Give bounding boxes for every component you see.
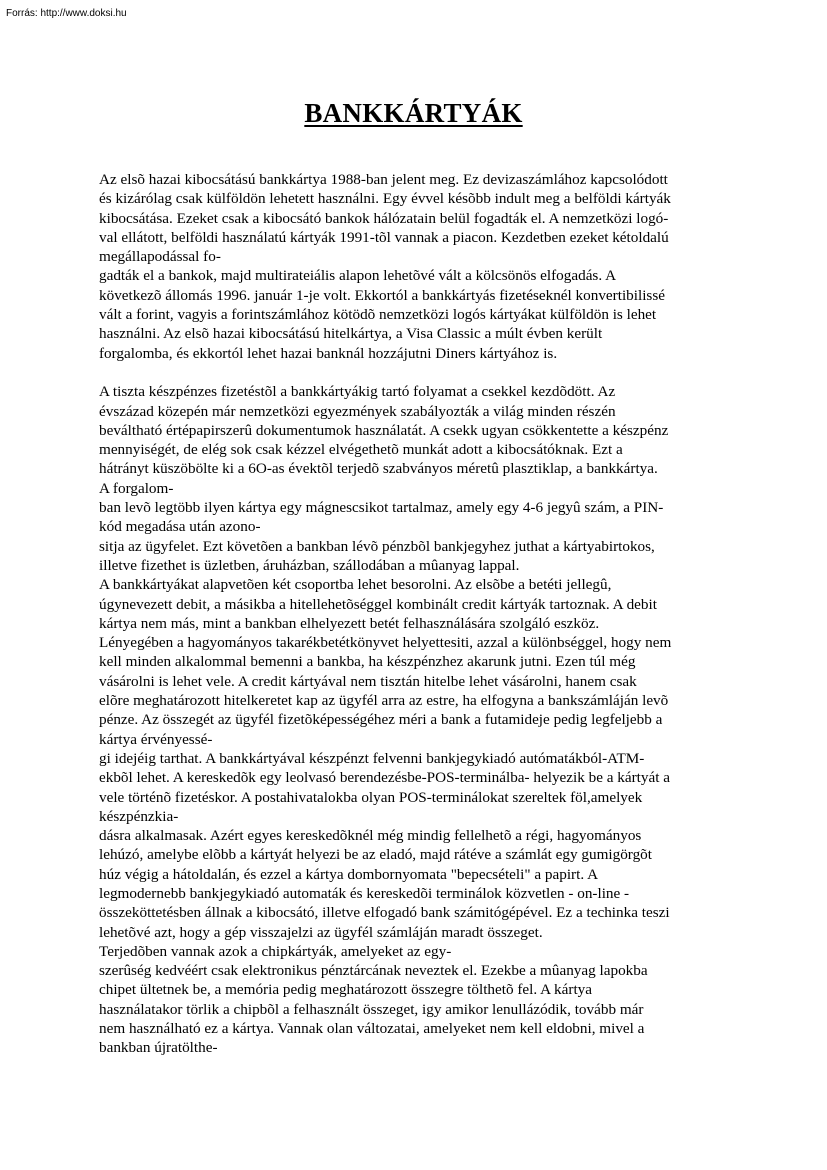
text-line: gi idejéig tarthat. A bankkártyával készpénzt felvenni bankjegykiadó autómatákból-ATM- [99, 749, 645, 767]
document-title: BANKKÁRTYÁK [304, 98, 523, 128]
text-line: legmodernebb bankjegykiadó automaták és kereskedõi terminálok közvetlen - on-line - [99, 884, 630, 902]
text-line: kell minden alkalommal bemenni a bankba, ha készpénzhez akarunk jutni. Ezen túl még [99, 653, 636, 671]
text-line: kártya érvényessé- [99, 730, 213, 748]
text-line: úgynevezett debit, a másikba a hitellehetõséggel kombinált credit kártyák tartoznak. A debit [99, 595, 657, 613]
text-line: pénze. Az összegét az ügyfél fizetõképességéhez méri a bank a futamideje pedig legfeljebb a [99, 711, 663, 729]
text-line: évszázad közepén már nemzetközi egyezmények szabályozták a világ minden részén [99, 402, 616, 420]
text-line: forgalomba, és ekkortól lehet hazai banknál hozzájutni Diners kártyához is. [99, 344, 558, 362]
text-line: kártya nem más, mint a bankban elhelyezett betét felhasználására szolgáló eszköz. [99, 614, 600, 632]
text-line: Lényegében a hagyományos takarékbetétkönyvet helyettesiti, azzal a különbséggel, hogy nem [99, 634, 672, 652]
paragraph-3 [99, 575, 739, 1057]
text-line: hátrányt küszöbölte ki a 6O-as évektõl terjedõ szabványos méretû plasztiklap, a bankkártya. [99, 460, 658, 478]
text-line: ekbõl lehet. A kereskedõk egy leolvasó berendezésbe-POS-terminálba- helyezik be a kártyát a [99, 769, 670, 787]
paragraph-2 [99, 382, 739, 575]
text-line: használatakor törlik a chipbõl a felhasznált összeget, igy amikor lenullázódik, tovább már [99, 1000, 644, 1018]
text-line: elõre meghatározott hitelkeretet kap az ügyfél arra az estre, ha elfogyna a bankszámláján levõ [99, 692, 669, 710]
text-line: dásra alkalmasak. Azért egyes kereskedõknél még mindig fellelhetõ a régi, hagyományos [99, 827, 642, 845]
text-line: A forgalom- [99, 479, 174, 497]
text-line: sitja az ügyfelet. Ezt követõen a bankban lévõ pénzbõl bankjegyhez juthat a kártyabirtokos, [99, 537, 655, 555]
text-line: A tiszta készpénzes fizetéstõl a bankkártyákig tartó folyamat a csekkel kezdõdött. Az [99, 383, 616, 401]
text-line: Terjedõben vannak azok a chipkártyák, amelyeket az egy- [99, 942, 452, 960]
text-line: összeköttetésben állnak a kibocsátó, illetve elfogadó bank számitógépével. Ez a techinka teszi [99, 904, 670, 922]
text-line: illetve fizethet is üzletben, áruházban, szállodában a mûanyag lappal. [99, 556, 520, 574]
text-line: lehetõvé azt, hogy a gép visszajelzi az ügyfél számláján maradt összeget. [99, 923, 543, 941]
text-line: kód megadása után azono- [99, 518, 261, 536]
text-line: vásárolni is lehet vele. A credit kártyával nem tisztán hitelbe lehet vásárolni, hanem csak [99, 672, 637, 690]
text-line: bankban újratölthe- [99, 1039, 218, 1057]
text-line: vele történõ fizetéskor. A postahivatalokba olyan POS-terminálokat szereltek föl,amelyek [99, 788, 643, 806]
text-line: húz végig a hátoldalán, és ezzel a kártya dombornyomata "bepecsételi" a papirt. A [99, 865, 599, 883]
text-line: használni. Az elsõ hazai kibocsátású hitelkártya, a Visa Classic a múlt évben került [99, 325, 603, 343]
source-note: Forrás: http://www.doksi.hu [6, 8, 127, 19]
text-line: és kizárólag csak külföldön lehetett használni. Egy évvel késõbb indult meg a belföldi kártyák [99, 190, 671, 208]
text-line: lehúzó, amelybe elõbb a kártyát helyezi be az eladó, majd rátéve a számlát egy gumigörgõt [99, 846, 652, 864]
document-body [99, 170, 739, 1058]
text-line: vált a forint, vagyis a forintszámlához kötödõ nemzetközi logós kártyákat külföldön is lehet [99, 306, 657, 324]
text-line: ban levõ legtöbb ilyen kártya egy mágnescsikot tartalmaz, amely egy 4-6 jegyû szám, a PIN- [99, 499, 664, 517]
text-line: Az elsõ hazai kibocsátású bankkártya 1988-ban jelent meg. Ez devizaszámlához kapcsolódott [99, 171, 668, 188]
paragraph-1 [99, 170, 739, 363]
text-line: val ellátott, belföldi használatú kártyák 1991-tõl vannak a piacon. Kezdetben ezeket kétoldalú [99, 228, 669, 246]
text-line: megállapodással fo- [99, 248, 221, 266]
text-line: nem használható ez a kártya. Vannak olan változatai, amelyeket nem kell eldobni, mivel a [99, 1020, 645, 1038]
text-line: A bankkártyákat alapvetõen két csoportba lehet besorolni. Az elsõbe a betéti jellegû, [99, 576, 612, 594]
text-line: gadták el a bankok, majd multirateiális alapon lehetõvé vált a kölcsönös elfogadás. A [99, 267, 617, 285]
text-line: készpénzkia- [99, 807, 179, 825]
text-line: beváltható értépapirszerû dokumentumok használatát. A csekk ugyan csökkentette a készpénz [99, 421, 669, 439]
text-line: chipet ültetnek be, a memória pedig meghatározott összegre tölthetõ fel. A kártya [99, 981, 592, 999]
text-line: szerûség kedvéért csak elektronikus pénztárcának neveztek el. Ezekbe a mûanyag lapokba [99, 962, 648, 980]
text-line: kibocsátása. Ezeket csak a kibocsátó bankok hálózatain belül fogadták el. A nemzetközi logó- [99, 209, 669, 227]
text-line: következõ állomás 1996. január 1-je volt. Ekkortól a bankkártyás fizetéseknél konvertibilissé [99, 286, 665, 304]
text-line: mennyiségét, de elég sok csak kézzel elvégethetõ munkát adott a kibocsátóknak. Ezt a [99, 441, 623, 459]
